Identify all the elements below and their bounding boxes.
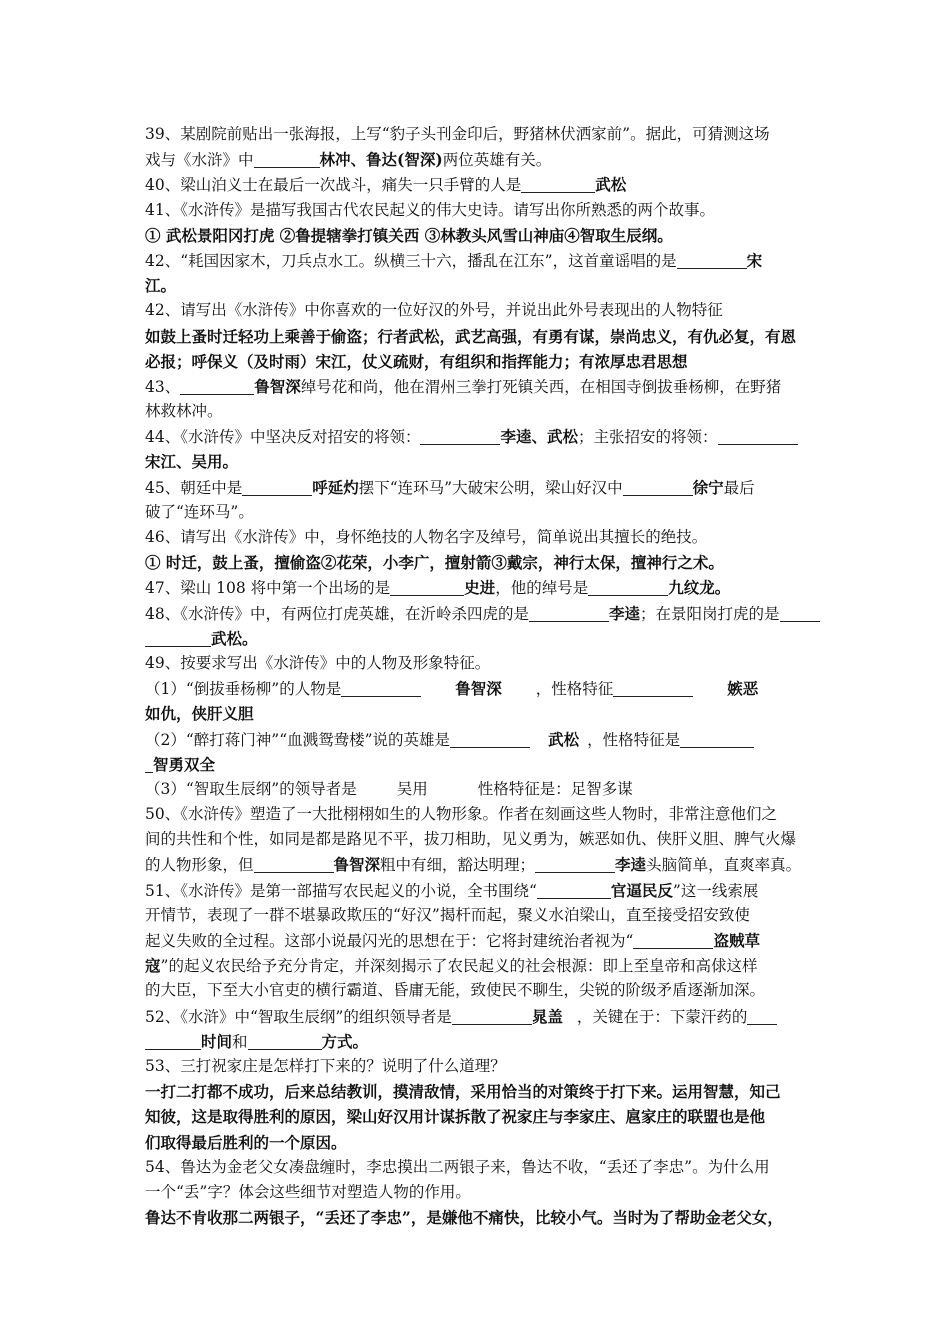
answer-blank [537,882,611,899]
q49-sub1-answer-2: 嫉恶 [727,679,759,699]
q49-sub2-answer-2: 智勇双全 [153,754,216,774]
q52-answer-1: 晁盖 [531,1006,563,1026]
q52-answer-2: 时间 [201,1031,233,1051]
q54-line1: 54、鲁达为金老父女凑盘缠时，李忠摸出二两银子来，鲁达不收，“丢还了李忠”。为什么用 [145,1157,770,1176]
q45-line2: 破了“连环马”。 [145,502,254,521]
q49-sub2-text: （2）“醉打蒋门神”“血溅鸳鸯楼”说的英雄是 [145,730,451,749]
q49-text: 49、按要求写出《水浒传》中的人物及形象特征。 [145,653,491,672]
answer-blank [613,680,693,697]
q46-text: 46、请写出《水浒传》中，身怀绝技的人物名字及绰号，简单说出其擅长的绝技。 [145,528,708,546]
q50-line2: 间的共性和个性，如同是都是路见不平，拔刀相助，见义勇为，嫉恶如仇、侠肝义胆、脾气火爆 [145,830,797,849]
q48-line [145,601,811,626]
q45-answer-1: 呼延灼 [312,477,359,497]
q43-number: 43、 [145,377,181,396]
q52-line2 [145,1029,811,1054]
answer-blank [341,680,421,697]
q47-text-2: ，他的绰号是 [495,579,589,598]
q51-answer-2-cont: 寇 [145,956,161,976]
answer-blank [677,252,747,269]
q49-sub1-answer: 鲁智深 [455,679,502,699]
answer-blank [521,176,595,193]
q49-sub1-answer-3: 如仇，侠肝义胆 [145,704,254,724]
q50-answer-2: 李逵 [615,855,647,875]
q48-text: 48、《水浒传》中，有两位打虎英雄，在沂岭杀四虎的是 [145,604,529,623]
answer-blank [254,151,320,168]
q43-text: 绰号花和尚，他在渭州三拳打死镇关西，在相国寺倒拔垂杨柳，在野猪 [300,377,782,396]
answer-blank [420,428,500,445]
q44-answer-2: 宋江、吴用。 [145,452,239,472]
answer-blank [242,479,312,496]
q51-line5: 的大臣，下至大小官吏的横行霸道、昏庸无能，致使民不聊生，尖锐的阶级矛盾逐渐加深。 [145,981,766,1000]
answer-blank [180,378,254,395]
worksheet-page [145,122,811,1230]
q53-answer-3: 们取得最后胜利的一个原因。 [145,1132,347,1152]
q41-line [145,198,811,223]
q50-answer-1: 鲁智深 [333,855,381,875]
answer-blank [588,579,668,596]
q40-line [145,172,811,197]
q40-text: 40、梁山泊义士在最后一次战斗，痛失一只手臂的人是 [145,176,522,195]
q45-text: 45、朝廷中是 [145,478,243,497]
q49-sub2 [145,727,811,752]
q50-line3 [145,852,811,877]
q41-text: 41、《水浒传》是描写我国古代农民起义的伟大史诗。请写出你所熟悉的两个故事。 [145,200,715,219]
q48-answer-1: 李逵 [608,603,640,623]
q52-line [145,1004,811,1029]
q42b-line [145,298,811,323]
q51-line2: 开情节，表现了一群不堪暴政欺压的“好汉”揭杆而起，聚义水泊梁山，直至接受招安致使 [145,905,750,924]
q49-sub1-text: （1）“倒拔垂杨柳”的人物是 [145,680,342,699]
q44-line [145,424,811,449]
q43-answer: 鲁智深 [254,376,301,396]
q39-text: 39、某剧院前贴出一张海报，上写“豹子头刊金印后，野猪林伏洒家前”。据此，可猜测这场 [145,125,770,143]
q52-text-3: 和 [232,1032,248,1051]
answer-blank [680,731,754,748]
q54-answer-1: 鲁达不肯收那二两银子，“丢还了李忠”，是嫌他不痛快，比较小气。当时为了帮助金老父女， [145,1208,783,1228]
q39-answer: 林冲、鲁达(智深) [319,150,443,170]
answer-blank [623,479,693,496]
q47-text: 47、梁山 108 将中第一个出场的是 [145,579,391,598]
q50-text-3: 头脑简单，直爽率真。 [646,856,802,875]
q49-sub3-text-2: 性格特征是：足智多谋 [477,779,633,798]
q47-answer-2: 九纹龙。 [668,578,731,598]
answer-blank [254,856,334,873]
q48-line2 [145,626,811,651]
q51-line3 [145,928,811,953]
q51-text: 51、《水浒传》是第一部描写农民起义的小说，全书围绕“ [145,881,537,900]
answer-blank [145,1033,201,1050]
q49-sub2-answer: 武松 [548,729,580,749]
q44-text-2: ；主张招安的将领： [578,428,718,447]
q51-line4 [145,953,811,978]
q50-line1: 50、《水浒传》塑造了一大批栩栩如生的人物形象。作者在刻画这些人物时，非常注意他们之 [145,805,777,824]
q51-answer-2: 盗贼草 [713,931,760,950]
q52-text-2: ，关键在于：下蒙汗药的 [576,1007,748,1026]
q47-answer-1: 史进 [464,578,496,598]
q42a-answer: 宋 [746,250,763,270]
q40-answer: 武松 [595,175,627,195]
answer-blank [718,428,798,445]
q53-answer-1: 一打二打都不成功，后来总结教训，摸清敌情，采用恰当的对策终于打下来。运用智慧，知己 [145,1082,781,1102]
q48-answer-2: 武松。 [211,628,258,648]
q41-answer: ① 武松景阳冈打虎 ②鲁提辖拳打镇关西 ③林教头风雪山神庙④智取生辰纲。 [145,225,673,245]
q53-line: 53、三打祝家庄是怎样打下来的？说明了什么道理？ [145,1056,506,1075]
q39-line2 [145,147,811,172]
q51-text-3: 起义失败的全过程。这部小说最闪光的思想在于：它将封建统治者视为“ [145,932,634,950]
q42a-text: 42、“耗国因家木，刀兵点水工。纵横三十六，播乱在江东”，这首童谣唱的是 [145,251,677,270]
q49-sub2-line2 [145,752,811,777]
q48-text-2: ；在景阳岗打虎的是 [640,604,780,623]
q39-text-a: 戏与《水浒》中 [145,151,254,170]
answer-blank [529,605,609,622]
answer-blank [535,856,615,873]
q44-answer-1: 李逵、武松 [500,427,578,447]
q45-text-2: 摆下“连环马”大破宋公明，梁山好汉中 [358,478,623,497]
answer-blank [747,1008,777,1025]
q49-sub3-text: （3）“智取生辰纲”的领导者是 [145,779,357,798]
answer-blank [390,579,464,596]
answer-blank [780,605,820,622]
q42b-text: 42、请写出《水浒传》中你喜欢的一位好汉的外号，并说出此外号表现出的人物特征 [145,301,723,320]
q49-sub3-answer: 吴用 [396,779,428,798]
q42a-line [145,248,811,273]
answer-blank [450,731,530,748]
q51-answer-1: 官逼民反 [610,880,673,900]
answer-blank [145,630,211,647]
answer-blank [145,756,153,773]
q47-line [145,575,811,600]
q43-line [145,374,811,399]
q45-line [145,475,811,500]
q52-text: 52、《水浒》中“智取生辰纲”的组织领导者是 [145,1007,452,1026]
q39-text-b: 两位英雄有关。 [442,151,552,170]
q50-text: 的人物形象，但 [145,856,254,875]
q42b-answer-1: 如鼓上蚤时迁轻功上乘善于偷盗；行者武松，武艺高强，有勇有谋，崇尚忠义，有仇必复，有恩 [145,326,797,346]
q46-answer: ① 时迁，鼓上蚤，擅偷盗②花荣，小李广，擅射箭③戴宗，神行太保，擅神行之术。 [145,553,724,573]
q49-sub1-text-2: ，性格特征 [535,680,614,699]
answer-blank [452,1008,532,1025]
q50-text-2: 粗中有细，豁达明理； [380,856,536,875]
q51-text-4: ”的起义农民给予充分肯定，并深刻揭示了农民起义的社会根源：即上至皇帝和高俅这样 [160,957,758,976]
q49-sub3 [145,777,811,802]
q51-line1 [145,878,811,903]
q39-line1 [145,122,811,147]
q43-line2: 林救林冲。 [145,402,223,421]
answer-blank [633,932,713,949]
q49-sub2-text-2: ，性格特征是 [587,730,681,749]
q51-text-2: ”这一线索展 [672,881,759,900]
q42a-answer-cont: 江。 [145,276,177,296]
q54-line2: 一个“丢”字？体会这些细节对塑造人物的作用。 [145,1182,471,1201]
q49-line [145,651,811,676]
answer-blank [248,1033,322,1050]
q45-answer-2: 徐宁 [692,477,724,497]
q44-text: 44、《水浒传》中坚决反对招安的将领： [145,428,421,447]
q49-sub1 [145,676,811,701]
q53-answer-2: 知彼，这是取得胜利的原因，梁山好汉用计谋拆散了祝家庄与李家庄、扈家庄的联盟也是他 [145,1107,766,1127]
q52-answer-3: 方式。 [321,1031,369,1051]
q46-line [145,525,811,550]
q42b-answer-2: 必报；呼保义（及时雨）宋江，仗义疏财，有组织和指挥能力；有浓厚忠君思想 [145,351,688,371]
q45-text-3: 最后 [723,478,755,497]
